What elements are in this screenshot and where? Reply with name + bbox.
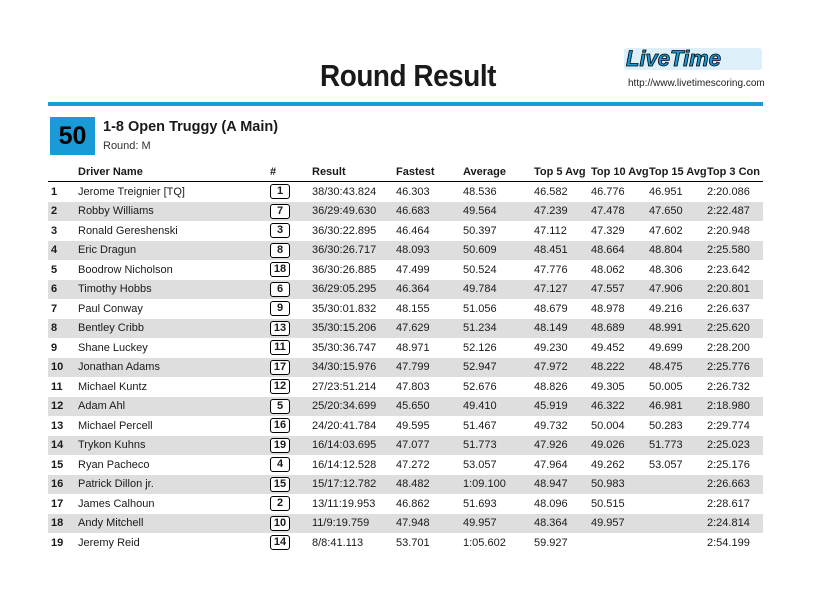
cell-top5: 47.776 [534,263,568,276]
cell-top10: 49.026 [591,436,649,456]
cell-top10: 48.062 [591,263,625,276]
car-number-cell [270,299,312,319]
cell-result: 8/8:41.113 [312,536,364,549]
cell-pos: 5 [51,263,58,276]
col-driver: Driver Name [78,162,270,182]
cell-result: 35/30:15.206 [312,319,396,339]
cell-top10: 48.978 [591,302,625,315]
car-number-badge: 13 [270,321,290,336]
cell-top3con: 2:24.814 [707,514,763,534]
cell-driver: Patrick Dillon jr. [78,475,270,495]
cell-top10: 48.222 [591,358,649,378]
cell-average: 51.056 [463,302,497,315]
car-number-cell [270,494,312,514]
cell-fastest: 46.683 [396,202,463,222]
cell-top5: 48.826 [534,380,568,393]
table-row [48,221,763,241]
cell-top15: 49.216 [649,302,683,315]
logo-text: LiveTime [626,46,721,71]
cell-average: 51.234 [463,319,534,339]
car-number-cell [270,338,312,358]
cell-top3con: 2:25.776 [707,358,763,378]
cell-driver: Trykon Kuhns [78,436,270,456]
cell-average: 51.467 [463,419,497,432]
cell-average: 51.773 [463,436,534,456]
car-number-badge: 14 [270,535,290,550]
cell-top15: 53.057 [649,458,683,471]
car-number-badge: 12 [270,379,290,394]
cell-pos: 11 [51,380,63,393]
col-average: Average [463,162,534,182]
cell-fastest: 48.482 [396,475,463,495]
cell-top10: 49.957 [591,514,649,534]
cell-top3con: 2:23.642 [707,263,750,276]
car-number-badge: 9 [270,301,290,316]
car-number-cell [270,280,312,300]
cell-top10: 47.478 [591,202,649,222]
round-label: Round: M [103,140,151,152]
cell-driver: Bentley Cribb [78,319,270,339]
cell-top15: 49.699 [649,341,683,354]
cell-top10 [591,533,649,553]
cell-top3con: 2:22.487 [707,202,763,222]
car-number-cell [270,455,312,475]
cell-driver: Jeremy Reid [78,536,140,549]
car-number-cell [270,514,312,534]
col-fastest: Fastest [396,162,463,182]
cell-top10: 46.322 [591,397,649,417]
cell-top10: 48.664 [591,241,649,261]
cell-result: 36/29:49.630 [312,202,396,222]
cell-top3con: 2:54.199 [707,536,750,549]
cell-top5: 47.964 [534,458,568,471]
car-number-cell [270,260,312,280]
car-number-cell [270,436,312,456]
cell-fastest: 49.595 [396,419,430,432]
cell-top15: 47.650 [649,202,707,222]
cell-fastest: 46.303 [396,185,430,198]
cell-average: 49.784 [463,280,534,300]
cell-driver: Michael Kuntz [78,380,148,393]
cell-top15 [649,494,707,514]
car-number-badge: 10 [270,516,290,531]
car-number-badge: 1 [270,184,290,199]
cell-pos: 17 [51,497,64,510]
car-number-badge: 7 [270,204,290,219]
cell-top10: 50.983 [591,475,649,495]
cell-result: 16/14:12.528 [312,458,377,471]
table-row [48,280,763,300]
cell-average: 50.609 [463,241,534,261]
cell-fastest: 45.650 [396,397,463,417]
car-number-cell [270,377,312,397]
car-number-cell [270,241,312,261]
cell-result: 13/11:19.953 [312,497,376,510]
cell-result: 11/9:19.759 [312,514,396,534]
cell-top15: 48.991 [649,319,707,339]
car-number-badge: 2 [270,496,290,511]
cell-fastest: 47.803 [396,380,430,393]
page-title: Round Result [320,58,496,93]
cell-top15: 47.602 [649,224,683,237]
table-row [48,397,763,417]
cell-average: 53.057 [463,458,497,471]
cell-average: 52.676 [463,380,497,393]
cell-top3con: 2:25.620 [707,319,763,339]
table-header [48,162,763,182]
cell-pos: 6 [48,280,78,300]
cell-pos: 10 [48,358,78,378]
cell-driver: Adam Ahl [78,397,270,417]
cell-top5: 49.732 [534,419,568,432]
cell-top5: 47.972 [534,358,591,378]
cell-fastest: 46.862 [396,497,430,510]
table-row [48,455,763,475]
cell-result: 24/20:41.784 [312,419,377,432]
cell-pos: 19 [51,536,64,549]
cell-result: 35/30:36.747 [312,341,377,354]
cell-top10: 46.776 [591,185,625,198]
table-row [48,260,763,280]
cell-driver: Eric Dragun [78,241,270,261]
cell-pos: 9 [51,341,58,354]
car-number-cell [270,202,312,222]
cell-result: 27/23:51.214 [312,380,377,393]
car-number-badge: 18 [270,262,290,277]
table-row [48,377,763,397]
cell-fastest: 48.093 [396,241,463,261]
car-number-badge: 6 [270,282,290,297]
cell-top15: 48.306 [649,263,683,276]
table-row [48,436,763,456]
cell-top15 [649,533,707,553]
table-row [48,475,763,495]
car-number-cell [270,475,312,495]
cell-top3con: 2:29.774 [707,419,750,432]
car-number-badge: 4 [270,457,290,472]
cell-top15 [649,514,707,534]
cell-pos: 16 [48,475,78,495]
cell-average: 49.564 [463,202,534,222]
cell-result: 36/30:26.885 [312,263,377,276]
cell-top15: 48.804 [649,241,707,261]
cell-pos: 1 [51,185,58,198]
cell-top15 [649,475,707,495]
cell-top5: 48.364 [534,514,591,534]
cell-driver: Robby Williams [78,202,270,222]
cell-result: 38/30:43.824 [312,185,377,198]
cell-top3con: 2:20.086 [707,185,750,198]
cell-driver: Andy Mitchell [78,514,270,534]
cell-driver: James Calhoun [78,497,155,510]
car-number-badge: 19 [270,438,290,453]
table-row [48,241,763,261]
cell-driver: Jerome Treignier [TQ] [78,185,185,198]
cell-driver: Timothy Hobbs [78,280,270,300]
col-top3con: Top 3 Con [707,162,763,182]
cell-fastest: 47.948 [396,514,463,534]
cell-top5: 47.112 [534,224,567,237]
cell-driver: Ronald Gereshenski [78,224,178,237]
cell-fastest: 47.499 [396,263,430,276]
car-number-badge: 15 [270,477,290,492]
cell-top15: 50.005 [649,380,683,393]
col-top15: Top 15 Avg [649,162,707,182]
car-number-badge: 3 [270,223,290,238]
cell-pos: 3 [51,224,58,237]
cell-pos: 15 [51,458,64,471]
cell-top3con: 2:20.801 [707,280,763,300]
cell-average: 1:05.602 [463,536,506,549]
cell-pos: 13 [51,419,64,432]
table-row [48,299,763,319]
cell-top3con: 2:25.580 [707,241,763,261]
car-number-cell [270,358,312,378]
race-number-badge: 50 [50,117,95,155]
cell-driver: Shane Luckey [78,341,148,354]
car-number-cell [270,221,312,241]
cell-pos: 12 [48,397,78,417]
cell-pos: 18 [48,514,78,534]
cell-top15: 46.981 [649,397,707,417]
cell-driver: Michael Percell [78,419,153,432]
cell-top3con: 2:20.948 [707,224,750,237]
table-row [48,416,763,436]
car-number-badge: 5 [270,399,290,414]
car-number-badge: 17 [270,360,290,375]
car-number-cell [270,319,312,339]
cell-top10: 50.004 [591,419,625,432]
table-row [48,319,763,339]
cell-top5: 48.149 [534,319,591,339]
cell-result: 35/30:01.832 [312,302,377,315]
cell-driver: Jonathan Adams [78,358,270,378]
cell-top15: 51.773 [649,436,707,456]
cell-top10: 49.452 [591,341,625,354]
cell-top15: 47.906 [649,280,707,300]
cell-result: 36/30:22.895 [312,224,377,237]
cell-result: 36/29:05.295 [312,280,396,300]
cell-top5: 48.096 [534,497,568,510]
cell-top15: 50.283 [649,419,683,432]
cell-fastest: 47.629 [396,319,463,339]
col-top10: Top 10 Avg [591,162,649,182]
col-result: Result [312,162,396,182]
logo-url[interactable]: http://www.livetimescoring.com [628,78,765,89]
table-row [48,494,763,514]
cell-top15: 48.475 [649,358,707,378]
cell-top3con: 2:26.732 [707,380,750,393]
cell-fastest: 47.077 [396,436,463,456]
race-name: 1-8 Open Truggy (A Main) [103,119,279,135]
results-table [48,162,763,553]
cell-average: 52.947 [463,358,534,378]
cell-driver: Paul Conway [78,302,143,315]
cell-average: 50.397 [463,224,497,237]
cell-driver: Ryan Pacheco [78,458,150,471]
cell-driver: Boodrow Nicholson [78,263,173,276]
cell-fastest: 46.364 [396,280,463,300]
cell-result: 34/30:15.976 [312,358,396,378]
table-row [48,514,763,534]
cell-pos: 7 [51,302,58,315]
cell-top3con: 2:26.663 [707,475,763,495]
cell-average: 49.410 [463,397,534,417]
car-number-badge: 16 [270,418,290,433]
livetime-logo [622,44,764,74]
table-row [48,338,763,358]
table-row [48,202,763,222]
cell-pos: 4 [48,241,78,261]
cell-top10: 49.262 [591,458,625,471]
cell-average: 52.126 [463,341,497,354]
cell-top5: 45.919 [534,397,591,417]
cell-fastest: 48.971 [396,341,430,354]
cell-top10: 47.329 [591,224,625,237]
cell-top10: 48.689 [591,319,649,339]
cell-top5: 47.239 [534,202,591,222]
cell-top10: 50.515 [591,497,625,510]
cell-top3con: 2:28.200 [707,341,750,354]
cell-fastest: 53.701 [396,536,430,549]
cell-result: 15/17:12.782 [312,475,396,495]
cell-average: 51.693 [463,497,497,510]
cell-pos: 14 [48,436,78,456]
table-row [48,358,763,378]
cell-top5: 49.230 [534,341,568,354]
cell-average: 1:09.100 [463,475,534,495]
cell-top10: 49.305 [591,380,625,393]
cell-fastest: 47.272 [396,458,430,471]
cell-top5: 48.679 [534,302,568,315]
car-number-cell [270,397,312,417]
cell-top5: 48.451 [534,241,591,261]
cell-average: 49.957 [463,514,534,534]
cell-top5: 46.582 [534,185,568,198]
table-row [48,533,763,553]
cell-top5: 48.947 [534,475,591,495]
cell-pos: 2 [48,202,78,222]
cell-top3con: 2:25.023 [707,436,763,456]
car-number-badge: 11 [270,340,290,355]
cell-top15: 46.951 [649,185,683,198]
car-number-cell [270,182,312,202]
col-pos [48,162,78,182]
car-number-cell [270,533,312,553]
cell-fastest: 46.464 [396,224,430,237]
cell-top3con: 2:28.617 [707,497,750,510]
cell-fastest: 47.799 [396,358,463,378]
cell-fastest: 48.155 [396,302,430,315]
table-row [48,182,763,202]
cell-top3con: 2:26.637 [707,302,750,315]
cell-top3con: 2:18.980 [707,397,763,417]
cell-top5: 59.927 [534,536,568,549]
cell-average: 48.536 [463,185,497,198]
car-number-cell [270,416,312,436]
cell-top5: 47.926 [534,436,591,456]
cell-average: 50.524 [463,263,497,276]
header-divider [48,102,763,106]
cell-result: 25/20:34.699 [312,397,396,417]
cell-top10: 47.557 [591,280,649,300]
cell-result: 36/30:26.717 [312,241,396,261]
col-num: # [270,162,312,182]
col-top5: Top 5 Avg [534,162,591,182]
car-number-badge: 8 [270,243,290,258]
cell-top3con: 2:25.176 [707,458,750,471]
cell-result: 16/14:03.695 [312,436,396,456]
cell-top5: 47.127 [534,280,591,300]
cell-pos: 8 [48,319,78,339]
